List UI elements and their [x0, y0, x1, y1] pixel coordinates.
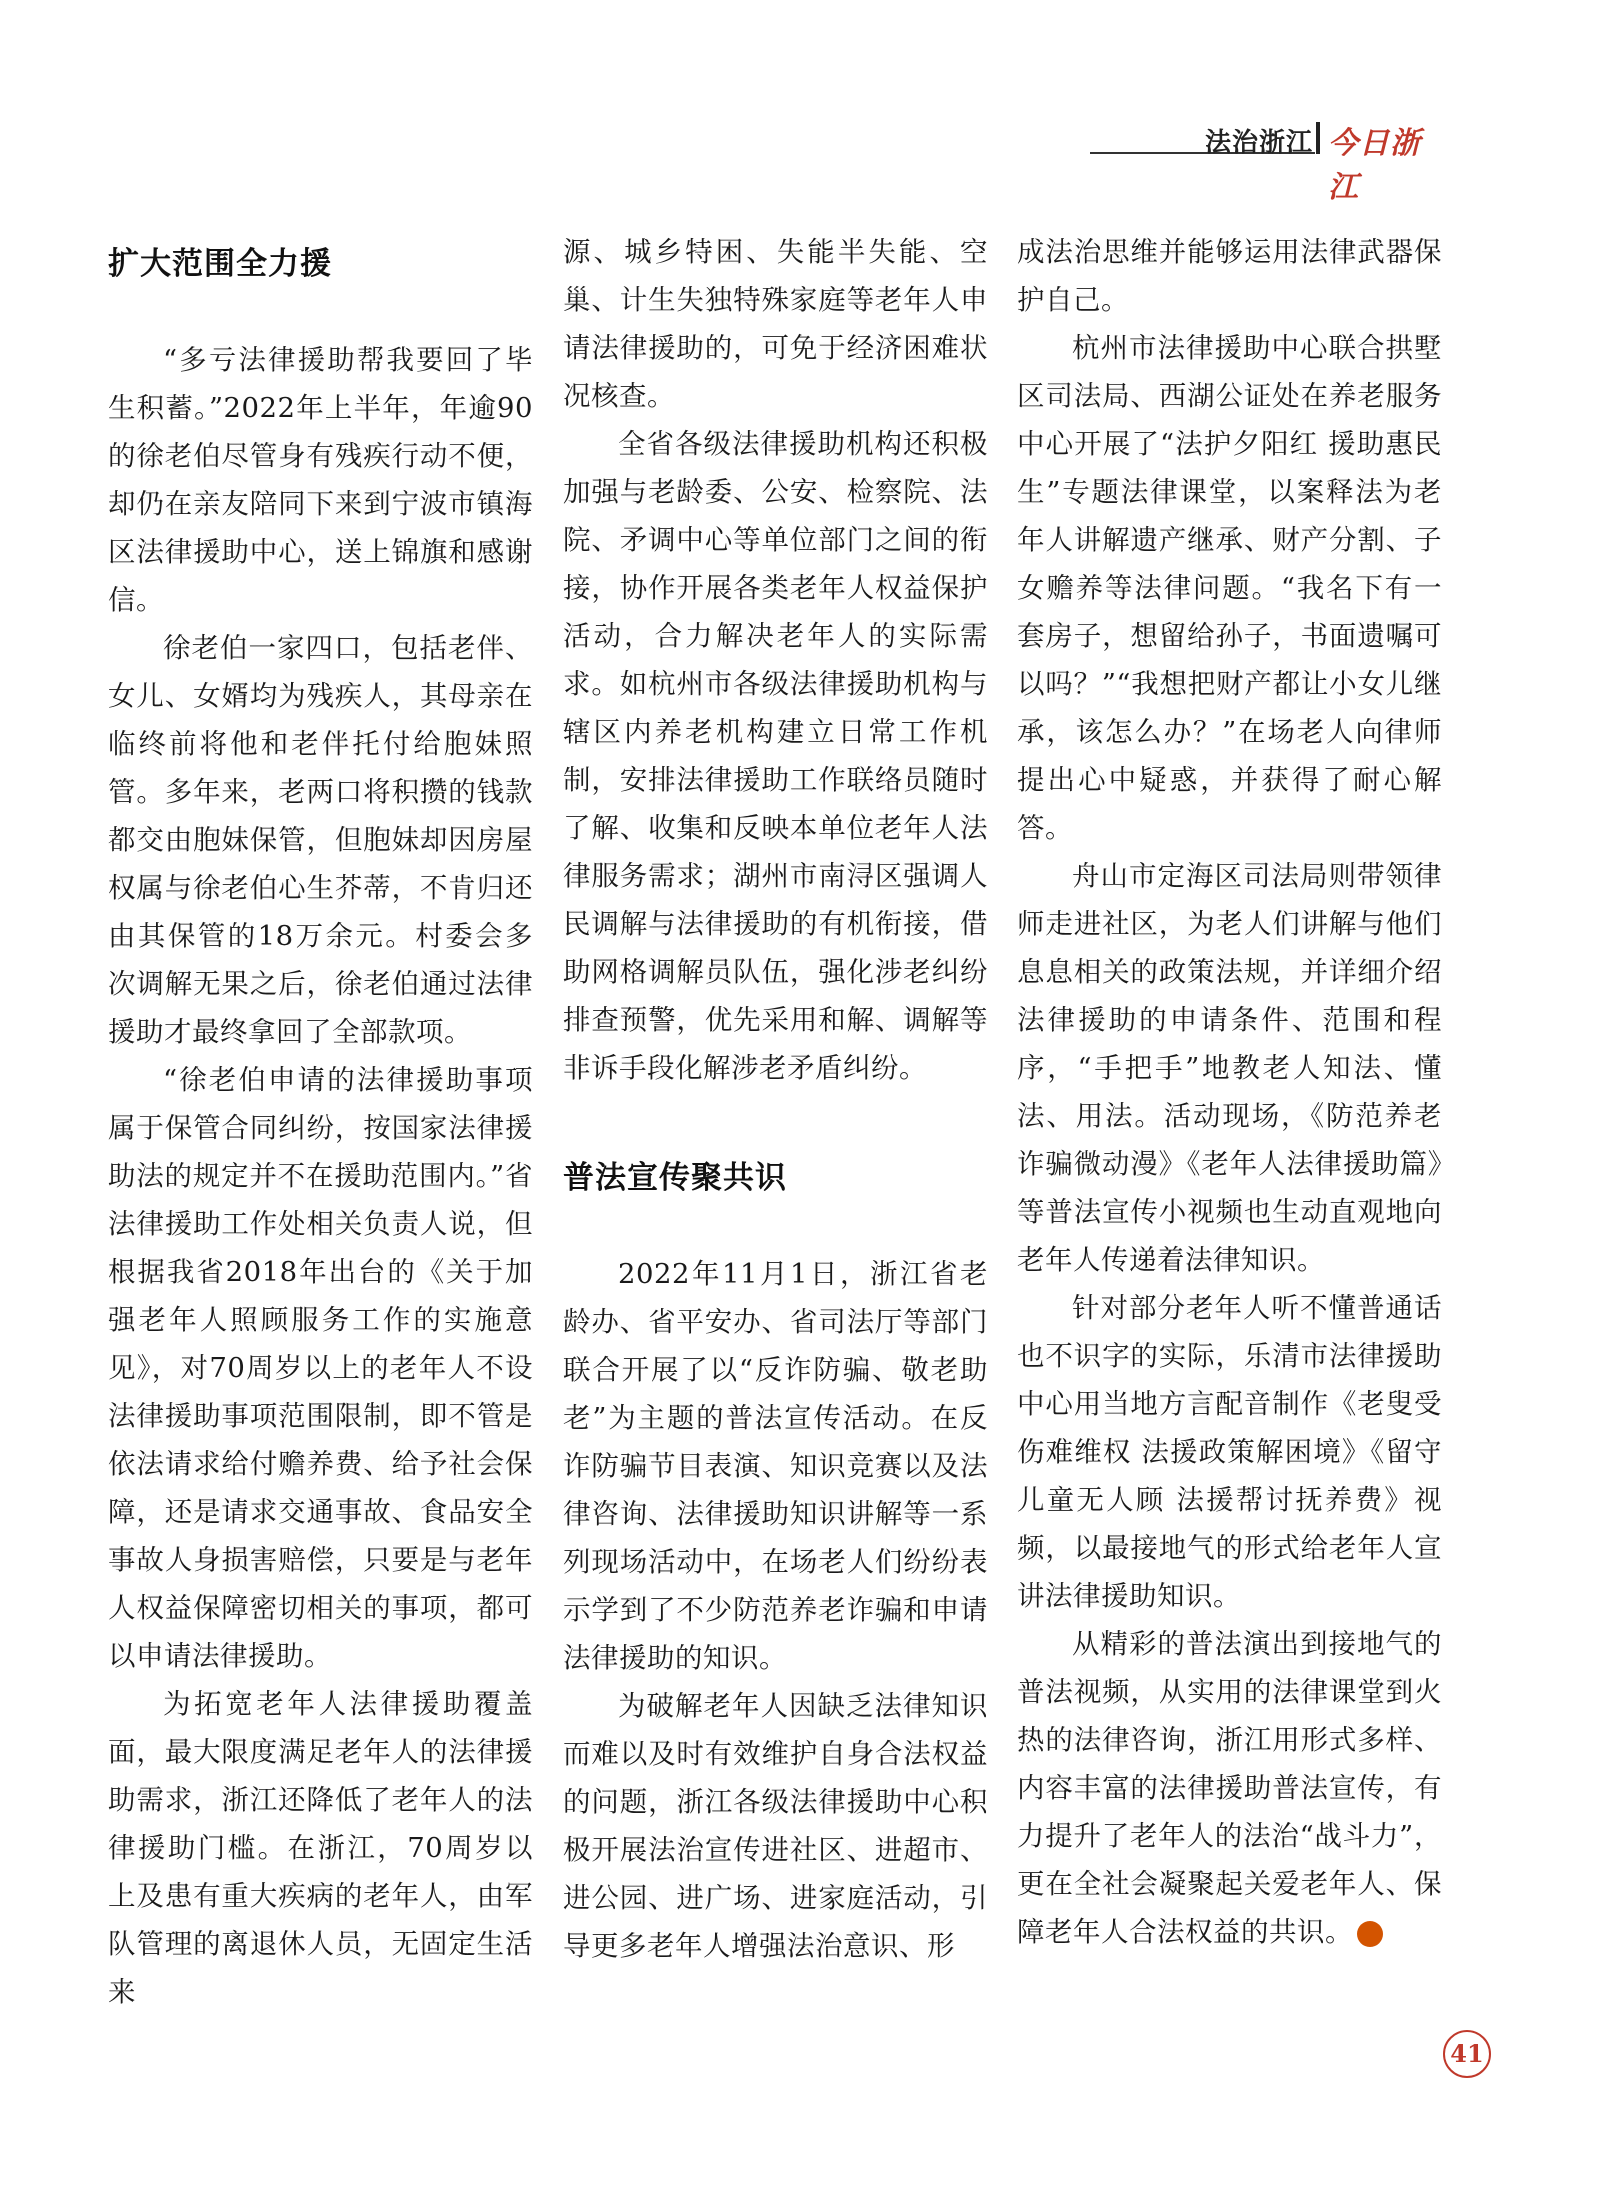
paragraph: “多亏法律援助帮我要回了毕生积蓄。”2022年上半年，年逾90的徐老伯尽管身有残疾行动不便，却仍在亲友陪同下来到宁波市镇海区法律援助中心，送上锦旗和感谢信。	[108, 344, 533, 616]
column-1	[108, 336, 533, 2016]
section-heading-2: 普法宣传聚共识	[563, 1160, 787, 1196]
paragraph: “徐老伯申请的法律援助事项属于保管合同纠纷，按国家法律援助法的规定并不在援助范围内。”省法律援助工作处相关负责人说，但根据我省2018年出台的《关于加强老年人照顾服务工作的实施意见》，对70周岁以上的老年人不设法律援助事项范围限制，即不管是依法请求给付赡养费、给予社会保障，还是请求交通事故、食品安全事故人身损害赔偿，只要是与老年人权益保障密切相关的事项，都可以申请法律援助。	[108, 1064, 533, 1672]
paragraph: 全省各级法律援助机构还积极加强与老龄委、公安、检察院、法院、矛调中心等单位部门之间的衔接，协作开展各类老年人权益保护活动，合力解决老年人的实际需求。如杭州市各级法律援助机构与辖区内养老机构建立日常工作机制，安排法律援助工作联络员随时了解、收集和反映本单位老年人法律服务需求；湖州市南浔区强调人民调解与法律援助的有机衔接，借助网格调解员队伍，强化涉老纠纷排查预警，优先采用和解、调解等非诉手段化解涉老矛盾纠纷。	[563, 428, 988, 1084]
paragraph-text: 从精彩的普法演出到接地气的普法视频，从实用的法律课堂到火热的法律咨询，浙江用形式多样、内容丰富的法律援助普法宣传，有力提升了老年人的法治“战斗力”，更在全社会凝聚起关爱老年人、保障老年人合法权益的共识。	[1017, 1628, 1442, 1948]
paragraph: 针对部分老年人听不懂普通话也不识字的实际，乐清市法律援助中心用当地方言配音制作《老叟受伤难维权 法援政策解困境》《留守儿童无人顾 法援帮讨抚养费》视频，以最接地气的形式给老年人宣讲法律援助知识。	[1017, 1292, 1442, 1612]
magazine-logo: 今日浙江	[1328, 126, 1421, 205]
section-heading-1: 扩大范围全力援	[108, 246, 332, 282]
paragraph: 杭州市法律援助中心联合拱墅区司法局、西湖公证处在养老服务中心开展了“法护夕阳红 援助惠民生”专题法律课堂，以案释法为老年人讲解遗产继承、财产分割、子女赡养等法律问题。“我名下有一套房子，想留给孙子，书面遗嘱可以吗？”“我想把财产都让小女儿继承，该怎么办？”在场老人向律师提出心中疑惑，并获得了耐心解答。	[1017, 332, 1442, 844]
paragraph: 舟山市定海区司法局则带领律师走进社区，为老人们讲解与他们息息相关的政策法规，并详细介绍法律援助的申请条件、范围和程序，“手把手”地教老人知法、懂法、用法。活动现场，《防范养老诈骗微动漫》《老年人法律援助篇》等普法宣传小视频也生动直观地向老年人传递着法律知识。	[1017, 860, 1442, 1276]
section-name: 法治浙江	[1205, 128, 1314, 158]
paragraph-last	[1017, 1620, 1442, 1956]
end-mark-icon: 今	[1357, 1921, 1383, 1947]
paragraph: 成法治思维并能够运用法律武器保护自己。	[1017, 236, 1442, 316]
paragraph: 为拓宽老年人法律援助覆盖面，最大限度满足老年人的法律援助需求，浙江还降低了老年人的法律援助门槛。在浙江，70周岁以上及患有重大疾病的老年人，由军队管理的离退休人员，无固定生活来	[108, 1688, 533, 2008]
paragraph: 为破解老年人因缺乏法律知识而难以及时有效维护自身合法权益的问题，浙江各级法律援助中心积极开展法治宣传进社区、进超市、进公园、进广场、进家庭活动，引导更多老年人增强法治意识、形	[563, 1690, 988, 1962]
paragraph: 源、城乡特困、失能半失能、空巢、计生失独特殊家庭等老年人申请法律援助的，可免于经济困难状况核查。	[563, 236, 988, 412]
header-separator	[1316, 122, 1320, 154]
column-2-bottom	[563, 1250, 988, 1970]
column-3	[1017, 228, 1442, 1956]
page-header	[1090, 118, 1440, 205]
paragraph: 2022年11月1日，浙江省老龄办、省平安办、省司法厅等部门联合开展了以“反诈防骗、敬老助老”为主题的普法宣传活动。在反诈防骗节目表演、知识竞赛以及法律咨询、法律援助知识讲解等一系列现场活动中，在场老人们纷纷表示学到了不少防范养老诈骗和申请法律援助的知识。	[563, 1258, 988, 1674]
page-number: 41	[1443, 2030, 1491, 2078]
column-2-top	[563, 228, 988, 1092]
paragraph: 徐老伯一家四口，包括老伴、女儿、女婿均为残疾人，其母亲在临终前将他和老伴托付给胞妹照管。多年来，老两口将积攒的钱款都交由胞妹保管，但胞妹却因房屋权属与徐老伯心生芥蒂，不肯归还由其保管的18万余元。村委会多次调解无果之后，徐老伯通过法律援助才最终拿回了全部款项。	[108, 632, 533, 1048]
